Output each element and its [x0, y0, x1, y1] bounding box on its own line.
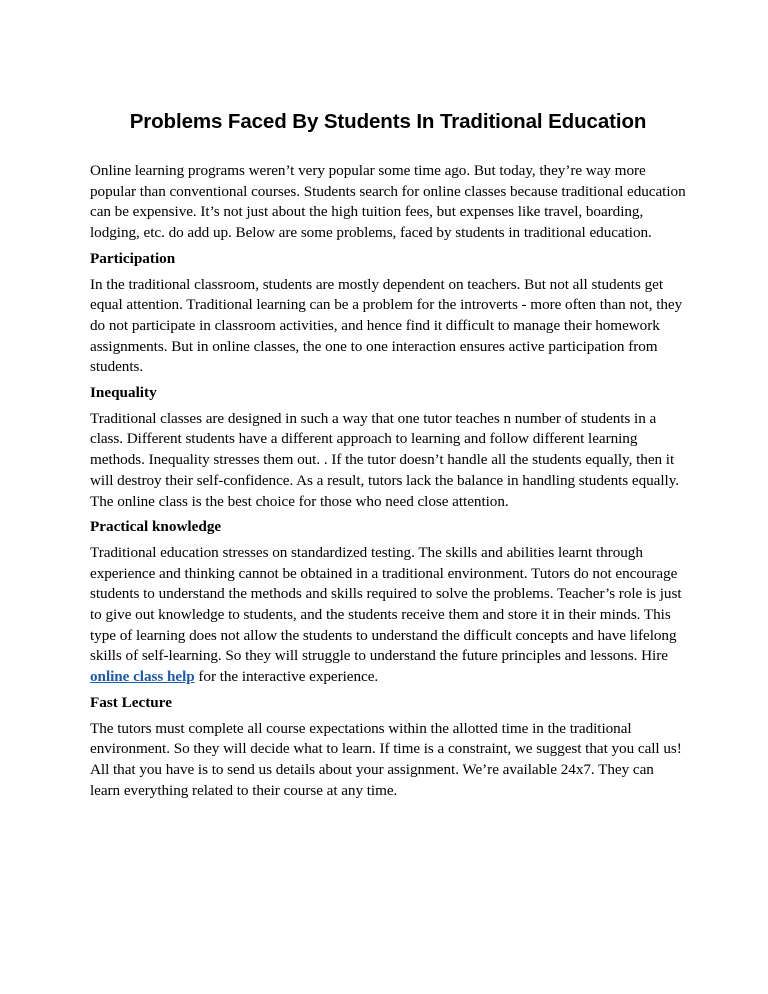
- document-title: Problems Faced By Students In Traditional Education: [129, 110, 647, 133]
- practical-text-after-link: for the interactive experience.: [194, 668, 379, 686]
- practical-text-before-link: Traditional education stresses on standardized testing. The skills and abilities learnt through experience and thinking cannot be obtained in a traditional environment. Tutors do not encourage students to understand the methods and skills required to solve the problems. Teacher’s role is just to give out knowledge to students, and the students receive them and store it in their minds. This type of learning does not allow the students to understand the difficult concepts and have lifelong skills of self-learning. So they will struggle to understand the future principles and lessons. Hire: [90, 543, 682, 665]
- section-body-practical-knowledge: [90, 543, 686, 688]
- online-class-help-link[interactable]: online class help: [90, 668, 195, 686]
- section-body-fast-lecture: The tutors must complete all course expectations within the allotted time in the traditional environment. So they will decide what to learn. If time is a constraint, we suggest that you call us! All that you have is to send us details about your assignment. We’re available 24x7. They can learn everything related to their course at any time.: [90, 719, 682, 799]
- section-heading-inequality: Inequality: [90, 384, 157, 402]
- section-body-participation: In the traditional classroom, students are mostly dependent on teachers. But not all students get equal attention. Traditional learning can be a problem for the introverts - more often than not, they do not participate in classroom activities, and hence find it difficult to manage their homework assignments. But in online classes, the one to one interaction ensures active participation from students.: [90, 275, 683, 376]
- section-heading-practical-knowledge: Practical knowledge: [90, 518, 222, 536]
- intro-paragraph: Online learning programs weren’t very popular some time ago. But today, they’re way more popular than conventional courses. Students search for online classes because traditional education can be expensive. It’s not just about the high tuition fees, but expenses like travel, boarding, lodging, etc. do add up. Below are some problems, faced by students in traditional education.: [90, 162, 686, 242]
- section-heading-fast-lecture: Fast Lecture: [90, 693, 172, 711]
- section-body-inequality: Traditional classes are designed in such a way that one tutor teaches n number of students in a class. Different students have a different approach to learning and follow different learning methods. Inequality stresses them out. . If the tutor doesn’t handle all the students equally, then it will destroy their self-confidence. As a result, tutors lack the balance in handling students equally. The online class is the best choice for those who need close attention.: [90, 409, 680, 510]
- section-heading-participation: Participation: [90, 249, 176, 267]
